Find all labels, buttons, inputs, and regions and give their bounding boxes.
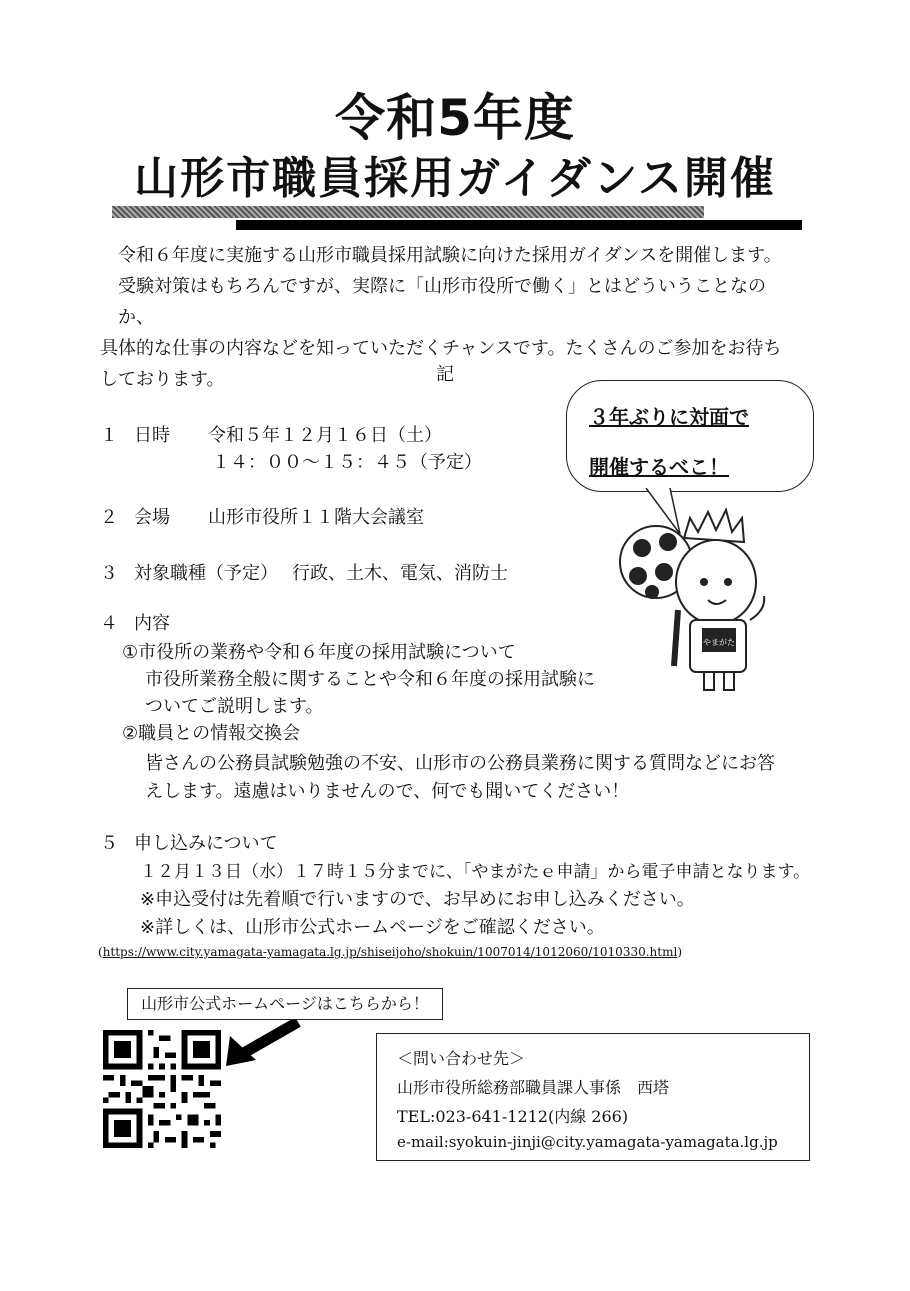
item-3-number: ３: [100, 563, 118, 584]
item-5-label: 申し込みについて: [134, 833, 278, 854]
item-4-sub2-text: えします。遠慮はいりませんので、何でも聞いてください！: [145, 781, 630, 802]
contact-box: [376, 1033, 810, 1161]
homepage-url-line: [98, 945, 682, 959]
item-2-label: 会場: [134, 507, 170, 528]
item-1-number: １: [100, 425, 118, 446]
contact-heading: ＜問い合わせ先＞: [397, 1049, 526, 1068]
qr-caption: 山形市公式ホームページはこちらから！: [127, 988, 443, 1020]
contact-telephone: TEL:023-641-1212(内線 266): [397, 1107, 629, 1126]
intro-line: 具体的な仕事の内容などを知っていただくチャンスです。たくさんのご参加をお待ち: [100, 338, 782, 359]
title-line-1: 令和5年度: [335, 89, 575, 147]
item-4-number: ４: [100, 613, 118, 634]
intro-line: 令和６年度に実施する山形市職員採用試験に向けた採用ガイダンスを開催します。: [118, 245, 782, 266]
item-3-label: 対象職種（予定）: [134, 563, 278, 584]
homepage-url-link[interactable]: https://www.city.yamagata-yamagata.lg.jp/shiseijoho/shokuin/1007014/1012060/1010330.html: [102, 945, 678, 959]
item-4-sub2-text: 皆さんの公務員試験勉強の不安、山形市の公務員業務に関する質問などにお答: [145, 753, 775, 774]
item-4-sub1-text: 市役所業務全般に関することや令和６年度の採用試験に: [145, 669, 595, 690]
item-1-date: 令和５年１２月１６日（土）: [208, 425, 442, 446]
item-5-note: ※申込受付は先着順で行いますので、お早めにお申し込みください。: [140, 889, 695, 910]
contact-department: 山形市役所総務部職員課人事係 西塔: [397, 1078, 670, 1097]
item-4-sub2-title: ②職員との情報交換会: [122, 723, 301, 744]
bubble-line-1: ３年ぶりに対面で: [589, 405, 749, 429]
contact-email-link[interactable]: e-mail:syokuin-jinji@city.yamagata-yamagata.lg.jp: [397, 1133, 778, 1151]
item-5-note: ※詳しくは、山形市公式ホームページをご確認ください。: [140, 917, 605, 938]
item-3-value: 行政、土木、電気、消防士: [292, 563, 508, 584]
mascot-apron-text: やまがた: [703, 638, 735, 647]
intro-line: しております。: [100, 369, 225, 390]
qr-code[interactable]: [103, 1030, 221, 1148]
mascot-illustration: [618, 490, 778, 700]
item-4-sub1-text: ついてご説明します。: [145, 696, 324, 717]
item-4-label: 内容: [134, 613, 170, 634]
item-5-deadline: １２月１３日（水）１７時１５分までに、「やまがたｅ申請」から電子申請となります。: [140, 862, 811, 882]
url-paren-close: ): [677, 945, 682, 959]
title-underline-black: [236, 220, 802, 230]
ki-heading: 記: [436, 364, 454, 385]
item-5-number: ５: [100, 833, 118, 854]
speech-bubble: [566, 380, 814, 492]
item-4-sub1-title: ①市役所の業務や令和６年度の採用試験について: [122, 642, 516, 663]
item-2-number: ２: [100, 507, 118, 528]
title-line-2: 山形市職員採用ガイダンス開催: [134, 153, 776, 204]
item-1-time: １４：００～１５：４５（予定）: [212, 452, 482, 473]
title-underline-gray: [112, 206, 704, 218]
url-paren-open: (: [98, 945, 103, 959]
intro-line: 受験対策はもちろんですが、実際に「山形市役所で働く」とはどういうことなのか、: [118, 276, 766, 328]
bubble-line-2: 開催するべこ！: [589, 455, 729, 479]
item-1-label: 日時: [134, 425, 170, 446]
arrow-icon: [222, 1020, 302, 1070]
item-2-value: 山形市役所１１階大会議室: [208, 507, 424, 528]
